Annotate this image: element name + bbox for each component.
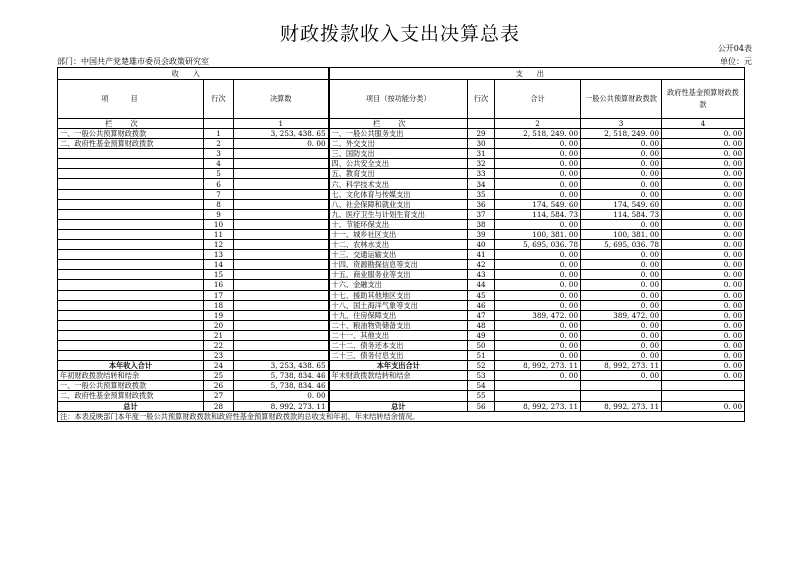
table-row xyxy=(58,229,745,239)
cell-inc-amt xyxy=(234,330,329,340)
cell-exp-gen: 0. 00 xyxy=(581,300,662,310)
cell-inc-item xyxy=(58,351,204,361)
cell-exp-no: 46 xyxy=(468,300,495,310)
cell-exp-gen: 389, 472. 00 xyxy=(581,310,662,320)
cell-exp-item: 七、文化体育与传媒支出 xyxy=(329,189,468,199)
table-row xyxy=(58,179,745,189)
cell-inc-amt xyxy=(234,229,329,239)
end-fund: 0. 00 xyxy=(662,371,745,381)
cell-exp-item: 二、外交支出 xyxy=(329,139,468,149)
end-no: 53 xyxy=(468,371,495,381)
table-row xyxy=(58,189,745,199)
cell-inc-no: 5 xyxy=(204,169,234,179)
total-label: 总计 xyxy=(58,401,204,411)
cell-inc-amt xyxy=(234,290,329,300)
table-row xyxy=(58,219,745,229)
cell-exp-fund: 0. 00 xyxy=(662,250,745,260)
cell-exp-no: 50 xyxy=(468,340,495,350)
cell-exp-no: 34 xyxy=(468,179,495,189)
cell-exp-total: 0. 00 xyxy=(495,139,581,149)
cell-exp-total: 114, 584. 73 xyxy=(495,209,581,219)
carryover-row xyxy=(58,371,745,381)
final-amount-header: 决算数 xyxy=(234,80,329,119)
cell-exp-gen: 0. 00 xyxy=(581,340,662,350)
cell-exp-fund: 0. 00 xyxy=(662,240,745,250)
cell-exp-gen: 100, 381. 00 xyxy=(581,229,662,239)
cell-exp-fund: 0. 00 xyxy=(662,290,745,300)
cell-exp-gen: 0. 00 xyxy=(581,189,662,199)
table-row xyxy=(58,280,745,290)
total-header: 合计 xyxy=(495,80,581,119)
cell-exp-gen: 0. 00 xyxy=(581,159,662,169)
cell-inc-item xyxy=(58,219,204,229)
end-gen: 0. 00 xyxy=(581,371,662,381)
cell-exp-total: 0. 00 xyxy=(495,189,581,199)
cell-exp-gen: 0. 00 xyxy=(581,219,662,229)
cell-exp-no: 47 xyxy=(468,310,495,320)
table-row xyxy=(58,149,745,159)
table-row xyxy=(58,139,745,149)
cell-exp-fund: 0. 00 xyxy=(662,229,745,239)
header-row-3 xyxy=(58,119,745,129)
cell-inc-item xyxy=(58,260,204,270)
cell-exp-item: 十七、援助其他地区支出 xyxy=(329,290,468,300)
cell-exp-item: 十三、交通运输支出 xyxy=(329,250,468,260)
cell-inc-amt: 0. 00 xyxy=(234,139,329,149)
cell-exp-gen: 0. 00 xyxy=(581,320,662,330)
col-1: 1 xyxy=(234,119,329,129)
cell-inc-amt xyxy=(234,199,329,209)
blank-no-54: 54 xyxy=(468,381,495,391)
cell-inc-amt xyxy=(234,250,329,260)
cell-inc-item: 一、一般公共预算财政拨款 xyxy=(58,129,204,139)
cell-exp-total: 0. 00 xyxy=(495,270,581,280)
cell-inc-item xyxy=(58,169,204,179)
cell-exp-fund: 0. 00 xyxy=(662,149,745,159)
year-expense-no: 52 xyxy=(468,361,495,371)
table-row xyxy=(58,310,745,320)
cell-inc-no: 19 xyxy=(204,310,234,320)
cell-exp-total: 0. 00 xyxy=(495,159,581,169)
cell-exp-gen: 174, 549. 60 xyxy=(581,199,662,209)
cell-exp-gen: 0. 00 xyxy=(581,270,662,280)
cell-exp-total: 0. 00 xyxy=(495,320,581,330)
total-exp-total: 8, 992, 273. 11 xyxy=(495,401,581,411)
cell-inc-item xyxy=(58,229,204,239)
cell-exp-total: 174, 549. 60 xyxy=(495,199,581,209)
cell-exp-item: 十九、住房保障支出 xyxy=(329,310,468,320)
cell-inc-no: 20 xyxy=(204,320,234,330)
cell-inc-no: 12 xyxy=(204,240,234,250)
cell-exp-item: 六、科学技术支出 xyxy=(329,179,468,189)
cell-exp-fund: 0. 00 xyxy=(662,340,745,350)
cell-exp-item: 十、节能环保支出 xyxy=(329,219,468,229)
cell-exp-fund: 0. 00 xyxy=(662,169,745,179)
col-3: 3 xyxy=(581,119,662,129)
table-row xyxy=(58,340,745,350)
cell-exp-item: 五、教育支出 xyxy=(329,169,468,179)
cell-exp-no: 32 xyxy=(468,159,495,169)
cell-exp-no: 33 xyxy=(468,169,495,179)
cell-exp-fund: 0. 00 xyxy=(662,199,745,209)
cell-inc-amt xyxy=(234,351,329,361)
cell-inc-item xyxy=(58,179,204,189)
begin-general-row xyxy=(58,381,745,391)
cell-inc-item xyxy=(58,159,204,169)
cell-exp-total: 100, 381. 00 xyxy=(495,229,581,239)
cell-exp-total: 0. 00 xyxy=(495,351,581,361)
cell-exp-gen: 0. 00 xyxy=(581,290,662,300)
cell-exp-gen: 114, 584. 73 xyxy=(581,209,662,219)
cell-inc-item xyxy=(58,300,204,310)
cell-exp-gen: 0. 00 xyxy=(581,280,662,290)
total-label-2: 总计 xyxy=(329,401,468,411)
cell-exp-item: 十一、城乡社区支出 xyxy=(329,229,468,239)
cell-inc-amt: 3, 253, 438. 65 xyxy=(234,129,329,139)
cell-inc-no: 8 xyxy=(204,199,234,209)
end-label: 年末财政拨款结转和结余 xyxy=(329,371,468,381)
cell-inc-no: 6 xyxy=(204,179,234,189)
cell-inc-no: 23 xyxy=(204,351,234,361)
cell-exp-fund: 0. 00 xyxy=(662,179,745,189)
cell-exp-no: 44 xyxy=(468,280,495,290)
cell-inc-item xyxy=(58,149,204,159)
cell-exp-item: 二十、粮油物资储备支出 xyxy=(329,320,468,330)
page-title: 财政拨款收入支出决算总表 xyxy=(279,23,520,45)
cell-inc-item xyxy=(58,270,204,280)
year-total-row xyxy=(58,361,745,371)
begin-fund-label: 二、政府性基金预算财政拨款 xyxy=(58,391,204,401)
table-row xyxy=(58,169,745,179)
cell-inc-no: 3 xyxy=(204,149,234,159)
cell-exp-item: 九、医疗卫生与计划生育支出 xyxy=(329,209,468,219)
begin-gen-no: 26 xyxy=(204,381,234,391)
table-row xyxy=(58,209,745,219)
cell-inc-amt xyxy=(234,169,329,179)
cell-inc-no: 7 xyxy=(204,189,234,199)
cell-exp-no: 41 xyxy=(468,250,495,260)
col-2: 2 xyxy=(495,119,581,129)
begin-gen-label: 一、一般公共预算财政拨款 xyxy=(58,381,204,391)
cell-exp-total: 0. 00 xyxy=(495,330,581,340)
cell-exp-no: 36 xyxy=(468,199,495,209)
header-row-2 xyxy=(58,80,745,119)
begin-fund-amt: 0. 00 xyxy=(234,391,329,401)
cell-inc-item xyxy=(58,290,204,300)
cell-inc-no: 18 xyxy=(204,300,234,310)
col-label: 栏次 xyxy=(58,119,204,129)
cell-exp-item: 二十三、债务付息支出 xyxy=(329,351,468,361)
cell-exp-gen: 0. 00 xyxy=(581,351,662,361)
cell-exp-gen: 0. 00 xyxy=(581,250,662,260)
cell-exp-item: 一、一般公共服务支出 xyxy=(329,129,468,139)
cell-exp-no: 35 xyxy=(468,189,495,199)
cell-exp-fund: 0. 00 xyxy=(662,300,745,310)
line-no-header-2: 行次 xyxy=(468,80,495,119)
cell-exp-gen: 2, 518, 249. 00 xyxy=(581,129,662,139)
cell-inc-item xyxy=(58,280,204,290)
table-row xyxy=(58,300,745,310)
total-exp-gen: 8, 992, 273. 11 xyxy=(581,401,662,411)
cell-exp-item: 二十二、债务还本支出 xyxy=(329,340,468,350)
cell-inc-no: 13 xyxy=(204,250,234,260)
cell-inc-no: 4 xyxy=(204,159,234,169)
cell-inc-amt xyxy=(234,189,329,199)
cell-exp-gen: 0. 00 xyxy=(581,139,662,149)
cell-exp-total: 2, 518, 249. 00 xyxy=(495,129,581,139)
cell-inc-amt xyxy=(234,159,329,169)
cell-exp-item: 十二、农林水支出 xyxy=(329,240,468,250)
cell-exp-gen: 0. 00 xyxy=(581,149,662,159)
year-expense-fund: 0. 00 xyxy=(662,361,745,371)
cell-exp-no: 30 xyxy=(468,139,495,149)
cell-exp-total: 0. 00 xyxy=(495,290,581,300)
table-row xyxy=(58,351,745,361)
cell-exp-total: 0. 00 xyxy=(495,149,581,159)
cell-exp-gen: 0. 00 xyxy=(581,260,662,270)
income-header: 收入 xyxy=(58,68,329,80)
cell-exp-total: 0. 00 xyxy=(495,250,581,260)
cell-exp-total: 0. 00 xyxy=(495,300,581,310)
expense-header: 支出 xyxy=(329,68,745,80)
item-header: 项目 xyxy=(58,80,204,119)
cell-inc-amt xyxy=(234,179,329,189)
cell-exp-total: 0. 00 xyxy=(495,260,581,270)
table-row xyxy=(58,199,745,209)
cell-inc-item xyxy=(58,240,204,250)
table-row xyxy=(58,240,745,250)
table-row xyxy=(58,330,745,340)
cell-inc-item xyxy=(58,250,204,260)
cell-inc-no: 1 xyxy=(204,129,234,139)
cell-exp-gen: 0. 00 xyxy=(581,179,662,189)
cell-exp-fund: 0. 00 xyxy=(662,351,745,361)
total-no: 28 xyxy=(204,401,234,411)
cell-exp-fund: 0. 00 xyxy=(662,219,745,229)
cell-exp-total: 0. 00 xyxy=(495,340,581,350)
cell-exp-fund: 0. 00 xyxy=(662,280,745,290)
begin-gen-amt: 5, 738, 834. 46 xyxy=(234,381,329,391)
cell-exp-fund: 0. 00 xyxy=(662,310,745,320)
cell-exp-no: 49 xyxy=(468,330,495,340)
table-row xyxy=(58,159,745,169)
cell-inc-no: 21 xyxy=(204,330,234,340)
cell-inc-no: 17 xyxy=(204,290,234,300)
cell-exp-item: 十八、国土海洋气象等支出 xyxy=(329,300,468,310)
col-label-2: 栏次 xyxy=(329,119,468,129)
line-no-header: 行次 xyxy=(204,80,234,119)
general-budget-header: 一般公共预算财政拨款 xyxy=(581,80,662,119)
table-row xyxy=(58,250,745,260)
col-4: 4 xyxy=(662,119,745,129)
cell-inc-amt xyxy=(234,149,329,159)
cell-inc-no: 15 xyxy=(204,270,234,280)
total-no-2: 56 xyxy=(468,401,495,411)
cell-inc-amt xyxy=(234,209,329,219)
table-row xyxy=(58,260,745,270)
cell-exp-fund: 0. 00 xyxy=(662,260,745,270)
cell-inc-no: 16 xyxy=(204,280,234,290)
year-income-amt: 3, 253, 438. 65 xyxy=(234,361,329,371)
year-expense-gen: 8, 992, 273. 11 xyxy=(581,361,662,371)
year-income-no: 24 xyxy=(204,361,234,371)
begin-fund-row xyxy=(58,391,745,401)
total-amt: 8, 992, 273. 11 xyxy=(234,401,329,411)
cell-exp-item: 十四、资源勘探信息等支出 xyxy=(329,260,468,270)
footnote: 注：本表反映部门本年度一般公共预算财政拨款和政府性基金预算财政拨款的总收支和年初、年末结转结余情况。 xyxy=(58,411,745,421)
cell-inc-amt xyxy=(234,260,329,270)
cell-exp-total: 0. 00 xyxy=(495,219,581,229)
cell-exp-gen: 0. 00 xyxy=(581,330,662,340)
cell-inc-amt xyxy=(234,310,329,320)
cell-inc-amt xyxy=(234,270,329,280)
note-row xyxy=(58,411,745,421)
cell-inc-item xyxy=(58,199,204,209)
end-total: 0. 00 xyxy=(495,371,581,381)
cell-exp-item: 三、国防支出 xyxy=(329,149,468,159)
cell-inc-item: 二、政府性基金预算财政拨款 xyxy=(58,139,204,149)
year-expense-label: 本年支出合计 xyxy=(329,361,468,371)
table-row xyxy=(58,129,745,139)
cell-exp-no: 38 xyxy=(468,219,495,229)
func-item-header: 项目（按功能分类） xyxy=(329,80,468,119)
grand-total-row xyxy=(58,401,745,411)
cell-inc-item xyxy=(58,340,204,350)
cell-exp-no: 43 xyxy=(468,270,495,280)
cell-exp-fund: 0. 00 xyxy=(662,129,745,139)
cell-inc-item xyxy=(58,320,204,330)
cell-inc-amt xyxy=(234,300,329,310)
cell-exp-item: 二十一、其他支出 xyxy=(329,330,468,340)
blank-no-55: 55 xyxy=(468,391,495,401)
begin-no: 25 xyxy=(204,371,234,381)
cell-inc-no: 10 xyxy=(204,219,234,229)
begin-fund-no: 27 xyxy=(204,391,234,401)
cell-exp-total: 0. 00 xyxy=(495,169,581,179)
cell-exp-gen: 5, 695, 036. 78 xyxy=(581,240,662,250)
cell-exp-item: 十六、金融支出 xyxy=(329,280,468,290)
cell-exp-no: 42 xyxy=(468,260,495,270)
department-label: 部门：中国共产党楚雄市委员会政策研究室 xyxy=(57,57,209,66)
cell-exp-fund: 0. 00 xyxy=(662,189,745,199)
year-income-label: 本年收入合计 xyxy=(58,361,204,371)
cell-exp-no: 37 xyxy=(468,209,495,219)
gov-fund-header: 政府性基金预算财政拨款 xyxy=(662,80,745,119)
table-row xyxy=(58,290,745,300)
cell-inc-amt xyxy=(234,240,329,250)
cell-exp-no: 45 xyxy=(468,290,495,300)
year-expense-total: 8, 992, 273. 11 xyxy=(495,361,581,371)
cell-exp-fund: 0. 00 xyxy=(662,209,745,219)
form-number: 公开04表 xyxy=(717,44,752,53)
begin-amt: 5, 738, 834. 46 xyxy=(234,371,329,381)
total-exp-fund: 0. 00 xyxy=(662,401,745,411)
cell-inc-no: 2 xyxy=(204,139,234,149)
cell-exp-total: 389, 472. 00 xyxy=(495,310,581,320)
cell-inc-amt xyxy=(234,320,329,330)
table-row xyxy=(58,270,745,280)
cell-exp-fund: 0. 00 xyxy=(662,270,745,280)
cell-exp-total: 0. 00 xyxy=(495,179,581,189)
cell-exp-item: 四、公共安全支出 xyxy=(329,159,468,169)
begin-label: 年初财政拨款结转和结余 xyxy=(58,371,204,381)
cell-exp-no: 29 xyxy=(468,129,495,139)
cell-exp-no: 40 xyxy=(468,240,495,250)
cell-inc-item xyxy=(58,209,204,219)
cell-exp-gen: 0. 00 xyxy=(581,169,662,179)
cell-exp-no: 39 xyxy=(468,229,495,239)
cell-exp-no: 48 xyxy=(468,320,495,330)
cell-exp-fund: 0. 00 xyxy=(662,330,745,340)
budget-table xyxy=(57,67,745,422)
cell-exp-fund: 0. 00 xyxy=(662,320,745,330)
cell-inc-amt xyxy=(234,219,329,229)
cell-inc-no: 9 xyxy=(204,209,234,219)
header-row-1 xyxy=(58,68,745,80)
cell-exp-fund: 0. 00 xyxy=(662,139,745,149)
cell-inc-item xyxy=(58,330,204,340)
cell-inc-no: 14 xyxy=(204,260,234,270)
cell-exp-no: 31 xyxy=(468,149,495,159)
cell-exp-item: 八、社会保障和就业支出 xyxy=(329,199,468,209)
cell-inc-item xyxy=(58,189,204,199)
cell-inc-no: 11 xyxy=(204,229,234,239)
unit-label: 单位：元 xyxy=(720,57,752,66)
cell-exp-total: 0. 00 xyxy=(495,280,581,290)
cell-exp-no: 51 xyxy=(468,351,495,361)
cell-inc-amt xyxy=(234,280,329,290)
table-row xyxy=(58,320,745,330)
cell-inc-no: 22 xyxy=(204,340,234,350)
cell-exp-item: 十五、商业服务业等支出 xyxy=(329,270,468,280)
cell-inc-item xyxy=(58,310,204,320)
cell-exp-fund: 0. 00 xyxy=(662,159,745,169)
cell-exp-total: 5, 695, 036. 78 xyxy=(495,240,581,250)
cell-inc-amt xyxy=(234,340,329,350)
